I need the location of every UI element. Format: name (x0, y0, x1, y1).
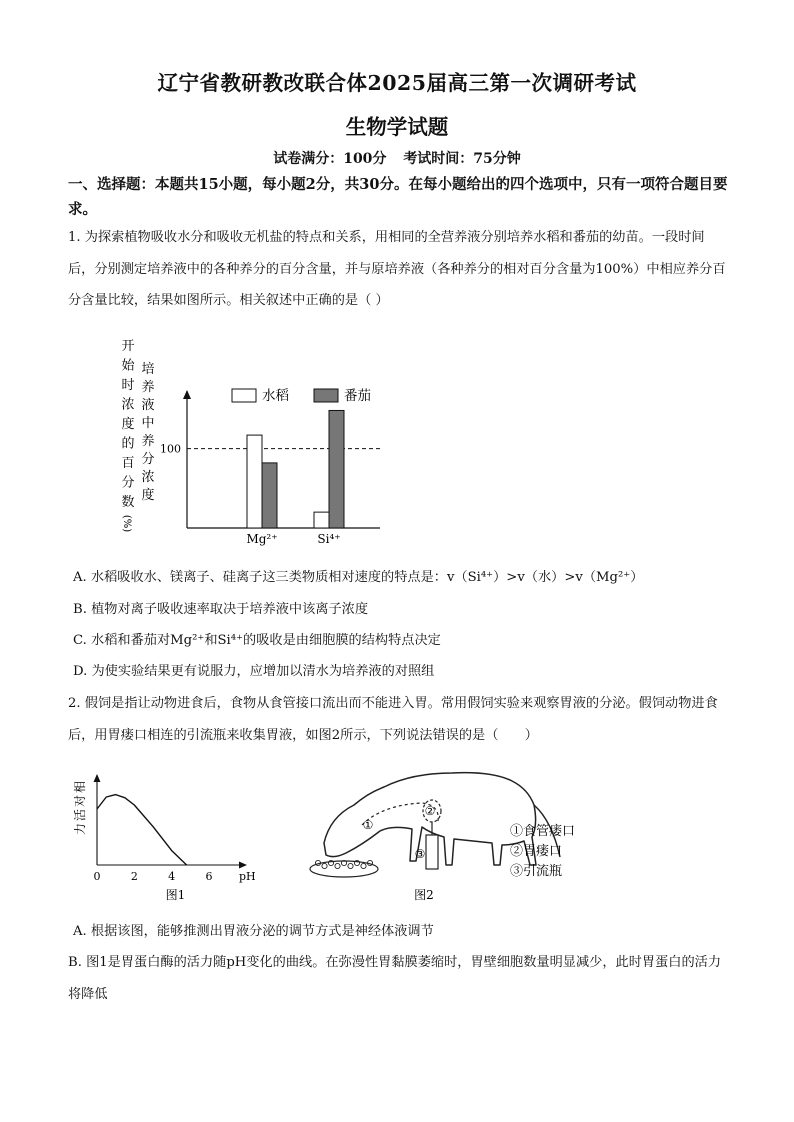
fig1-y-label-char: 相 (73, 780, 87, 794)
fig1-y-label-char: 活 (73, 808, 87, 822)
bar-rice-si (314, 512, 329, 528)
y-label-inner-char: 养 (141, 434, 155, 449)
bar-tomato-mg (262, 463, 277, 528)
full-score: 试卷满分：100分 (273, 151, 387, 167)
bar-rice-mg (247, 435, 262, 528)
y-label-inner-char: 液 (141, 398, 155, 413)
y-label-outer-unit: (%) (121, 514, 132, 533)
section-heading: 一、选择题：本题共15小题，每小题2分，共30分。在每小题给出的四个选项中，只有一项符合题目要求。 (68, 176, 728, 218)
legend-label-tomato: 番茄 (344, 388, 371, 404)
q2-option-a: A. 根据该图，能够推测出胃液分泌的调节方式是神经体液调节 (73, 924, 434, 939)
y-label-outer-char: 度 (121, 417, 135, 432)
subject-title: 生物学试题 (345, 115, 449, 139)
exam-time: 考试时间：75分钟 (403, 151, 521, 167)
y-label-inner-char: 浓 (141, 470, 155, 485)
fig1-x-arrow (239, 862, 247, 869)
q1-option-d: D. 为使实验结果更有说服力，应增加以清水为培养液的对照组 (73, 664, 435, 679)
fig1-y-label-char: 力 (73, 822, 87, 836)
fig1-x-label: pH (239, 870, 256, 883)
y-label-outer-char: 时 (121, 378, 135, 393)
legend-swatch-rice (232, 389, 256, 402)
fig2-legend-label: ②胃瘘口 (510, 844, 563, 859)
y-label-outer-char: 的 (121, 436, 135, 452)
y-tick-label: 100 (160, 442, 181, 456)
bar-tomato-si (329, 410, 344, 528)
q1-option-b: B. 植物对离子吸收速率取决于培养液中该离子浓度 (73, 602, 369, 617)
y-label-outer-char: 数 (121, 495, 135, 510)
fig2-marker-3: ③ (414, 847, 426, 861)
q1-bar-chart (110, 335, 390, 550)
exam-meta (0, 148, 794, 168)
fig1-x-tick: 0 (93, 870, 101, 883)
fig2-marker-2: ② (424, 804, 436, 818)
fig2-marker-1: ① (362, 818, 374, 832)
q2-stem: 2. 假饲是指让动物进食后，食物从食管接口流出而不能进入胃。常用假饲实验来观察胃液的分泌。假饲动物进食后，用胃瘘口相连的引流瓶来收集胃液，如图2所示，下列说法错误的是（ ） (68, 696, 718, 743)
fig2-caption: 图2 (414, 888, 434, 902)
exam-title: 辽宁省教研教改联合体2025届高三第一次调研考试 (157, 71, 637, 95)
fig1-y-arrow (94, 774, 101, 782)
y-label-outer-char: 浓 (121, 397, 135, 413)
y-label-inner-char: 养 (141, 380, 155, 395)
fig2-legend-label: ③引流瓶 (510, 864, 563, 879)
x-tick-label: Mg²⁺ (246, 532, 278, 546)
q2-option-b: B. 图1是胃蛋白酶的活力随pH变化的曲线。在弥漫性胃黏膜萎缩时，胃壁细胞数量明显减少，此时胃蛋白的活力将降低 (68, 955, 722, 1002)
y-label-outer-char: 始 (121, 358, 135, 374)
y-label-outer-char: 分 (121, 475, 135, 491)
fig2-drain-bottle (426, 835, 438, 869)
y-label-inner-char: 培 (141, 362, 155, 377)
legend-swatch-tomato (314, 389, 338, 402)
fig1-activity-curve (97, 795, 187, 865)
y-label-inner-char: 分 (141, 452, 155, 467)
fig1-caption: 图1 (165, 888, 186, 902)
y-label-inner-char: 度 (141, 488, 155, 503)
q1-option-a: A. 水稻吸收水、镁离子、硅离子这三类物质相对速度的特点是：v（Si⁴⁺）>v（水）>v（Mg²⁺） (73, 570, 644, 585)
legend-label-rice: 水稻 (262, 388, 289, 404)
q2-figures-svg (62, 765, 622, 910)
q1-bar-chart-svg (110, 335, 390, 550)
y-label-inner-char: 中 (141, 416, 155, 431)
fig1-x-tick: 6 (205, 870, 213, 883)
y-label-outer-char: 开 (121, 339, 135, 354)
y-label-outer-char: 百 (121, 456, 135, 471)
q1-stem: 1. 为探索植物吸收水分和吸收无机盐的特点和关系，用相同的全营养液分别培养水稻和番茄的幼苗。一段时间后，分别测定培养液中的各种养分的百分含量，并与原培养液（各种养分的相对百分含量为100%）中相应养分百分含量比较，结果如图所示。相关叙述中正确的是（ ） (68, 230, 726, 308)
fig1-y-label-char: 对 (73, 794, 87, 808)
fig1-x-tick: 4 (168, 870, 176, 883)
q2-figures (62, 765, 622, 910)
y-axis-arrow (183, 390, 191, 399)
fig2-legend-label: ①食管瘘口 (510, 824, 576, 839)
fig1-x-tick: 2 (130, 870, 138, 883)
q1-option-c: C. 水稻和番茄对Mg²⁺和Si⁴⁺的吸收是由细胞膜的结构特点决定 (73, 633, 441, 648)
x-tick-label: Si⁴⁺ (317, 532, 341, 546)
